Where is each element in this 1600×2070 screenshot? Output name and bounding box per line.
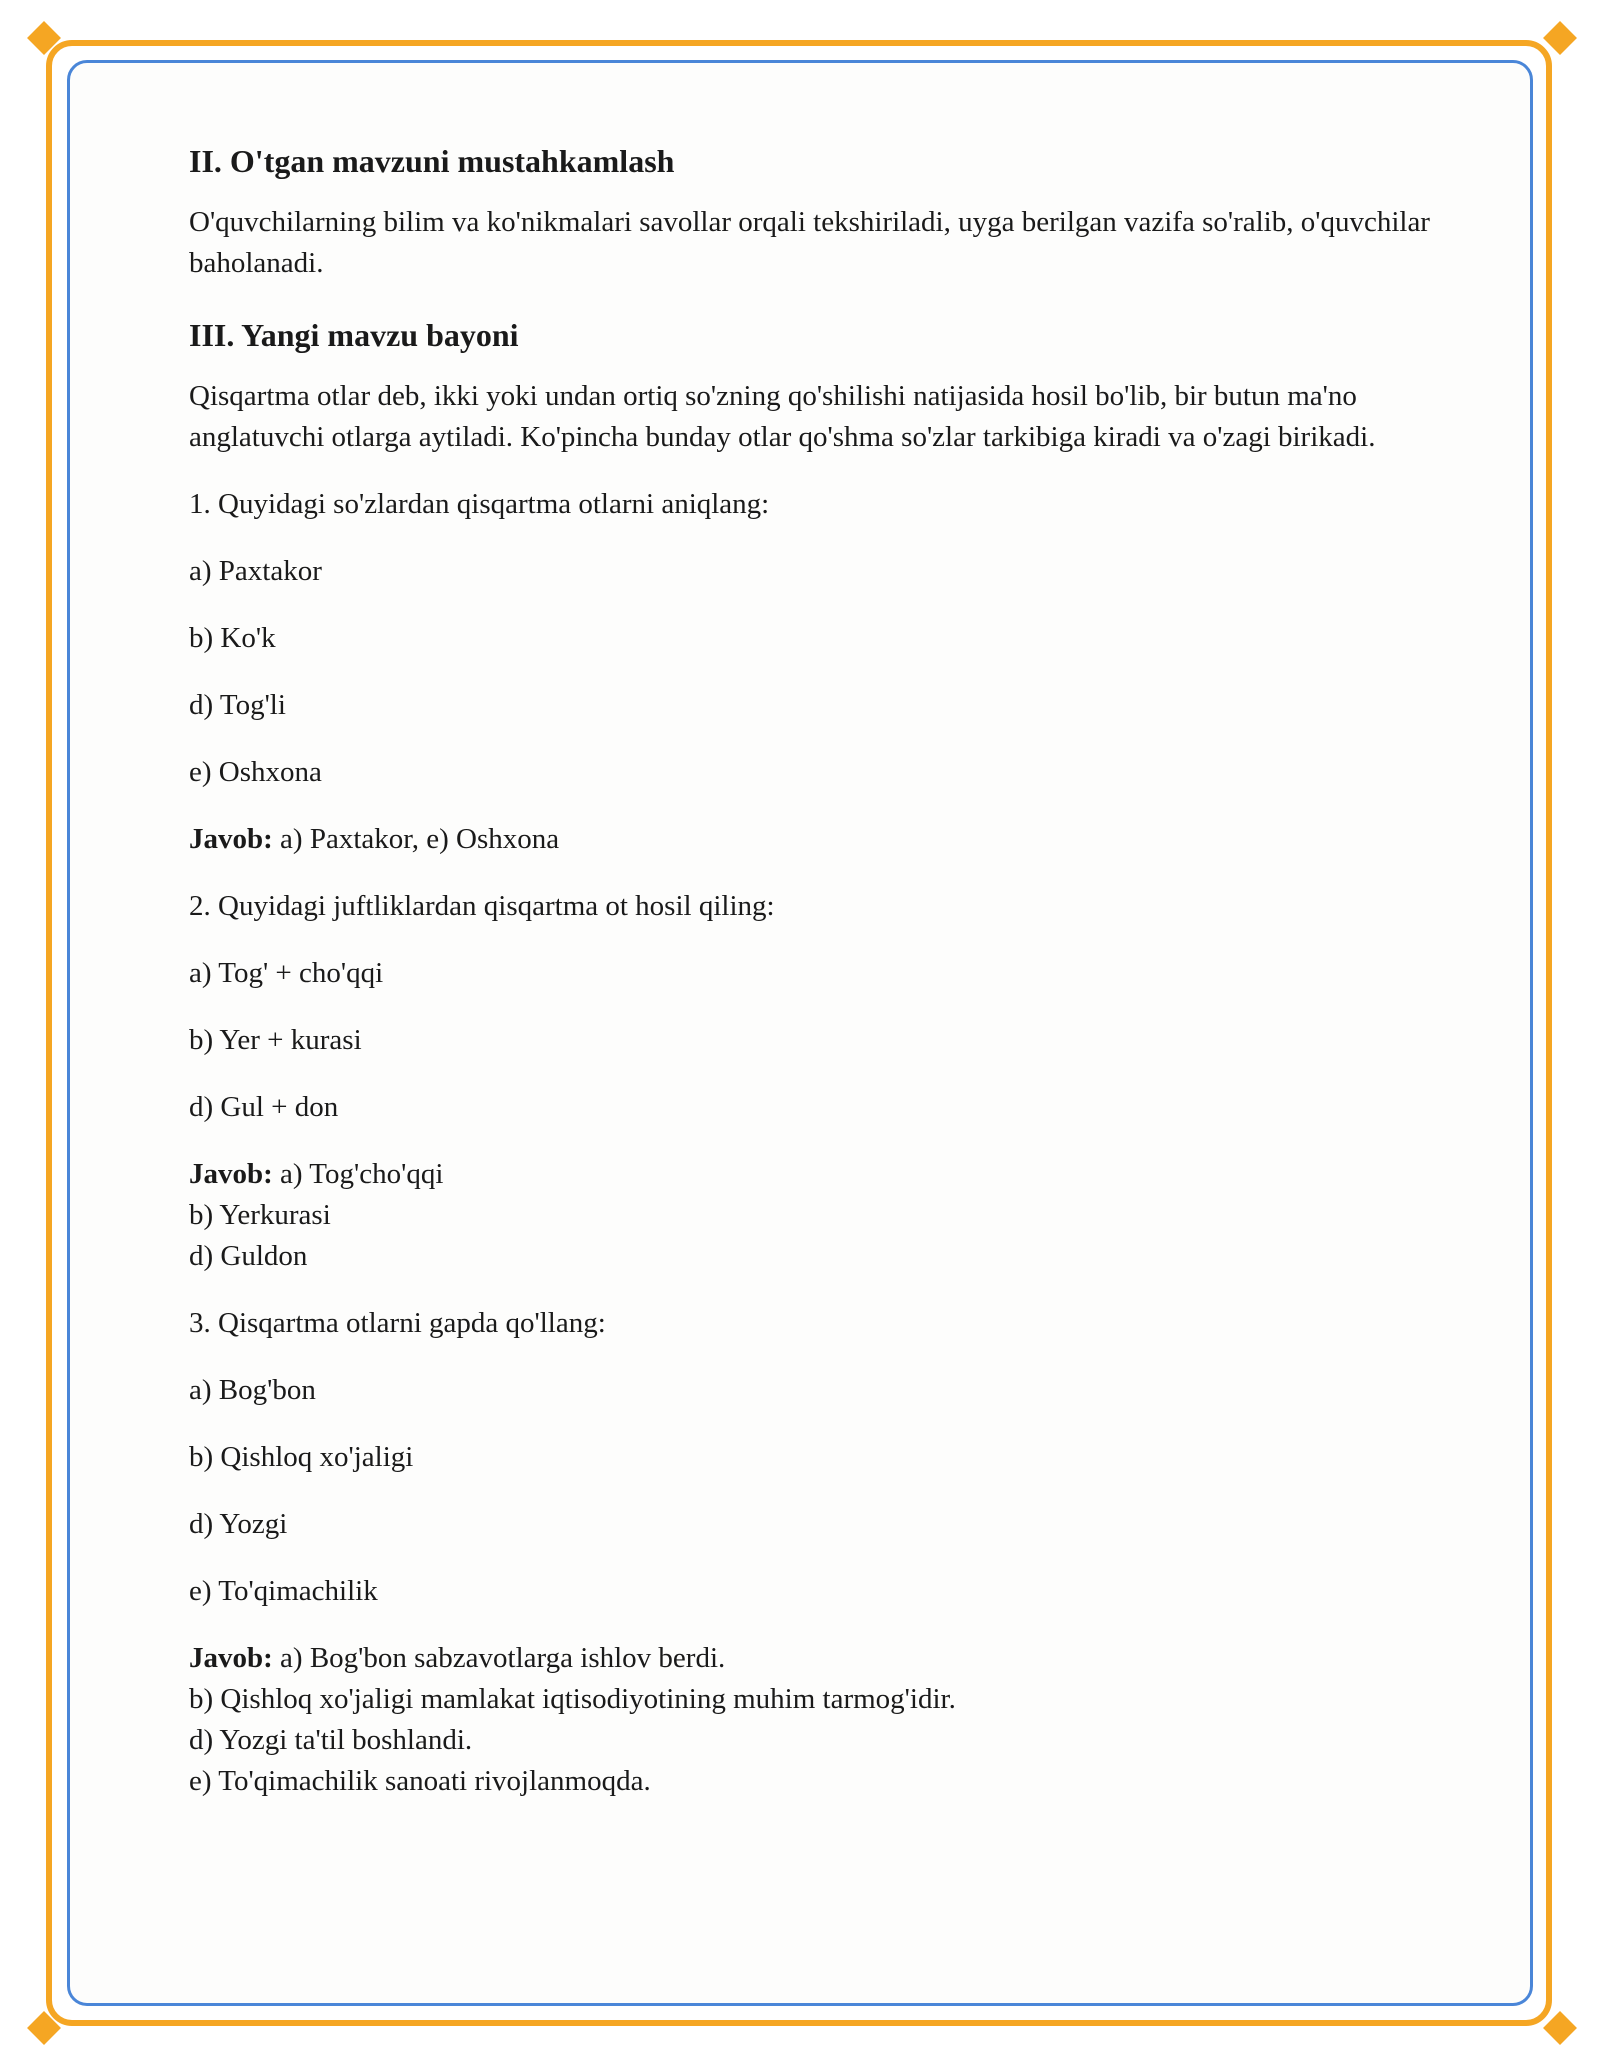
task3-option: a) Bog'bon <box>189 1374 316 1406</box>
task3-option: b) Qishloq xo'jaligi <box>189 1441 414 1473</box>
task2-option: b) Yer + kurasi <box>189 1024 362 1056</box>
task1-option: e) Oshxona <box>189 756 322 788</box>
answer-label: Javob: <box>189 1642 273 1674</box>
task3-option: e) To'qimachilik <box>189 1575 378 1607</box>
answer-label: Javob: <box>189 823 273 855</box>
task3-answer-text: a) Bog'bon sabzavotlarga ishlov berdi. <box>272 1642 726 1674</box>
task2-question: 2. Quyidagi juftliklardan qisqartma ot hosil qiling: <box>189 890 775 922</box>
task2-answer-line: b) Yerkurasi <box>189 1199 331 1231</box>
task1-option: a) Paxtakor <box>189 555 322 587</box>
corner-diamond-icon <box>1543 21 1577 55</box>
section2-text: O'quvchilarning bilim va ko'nikmalari savollar orqali tekshiriladi, uyga berilgan vazifa so'ralib, o'quvchilar baholanadi. <box>189 206 1430 279</box>
task3-option: d) Yozgi <box>189 1508 288 1540</box>
task1-answer-text: a) Paxtakor, e) Oshxona <box>272 823 560 855</box>
task1-option: d) Tog'li <box>189 689 286 721</box>
task2-option: d) Gul + don <box>189 1091 339 1123</box>
section3-intro: Qisqartma otlar deb, ikki yoki undan ortiq so'zning qo'shilishi natijasida hosil bo'lib, bir butun ma'no anglatuvchi otlarga aytiladi. Ko'pincha bunday otlar qo'shma so'zlar tarkibiga kiradi va o'zagi birikadi. <box>189 380 1376 453</box>
task2-answer-line: d) Guldon <box>189 1240 308 1272</box>
document-body <box>189 140 1449 1828</box>
task3-answer-line: e) To'qimachilik sanoati rivojlanmoqda. <box>189 1765 651 1797</box>
task1-answer <box>189 819 1449 860</box>
task3-question: 3. Qisqartma otlarni gapda qo'llang: <box>189 1307 606 1339</box>
section2-heading: II. O'tgan mavzuni mustahkamlash <box>189 143 675 179</box>
task3-answer <box>189 1638 1449 1802</box>
section3-heading: III. Yangi mavzu bayoni <box>189 317 519 353</box>
task1-option: b) Ko'k <box>189 622 276 654</box>
task2-answer-text: a) Tog'cho'qqi <box>272 1158 444 1190</box>
task3-answer-line: d) Yozgi ta'til boshlandi. <box>189 1724 473 1756</box>
task1-question: 1. Quyidagi so'zlardan qisqartma otlarni aniqlang: <box>189 488 770 520</box>
task2-answer <box>189 1154 1449 1277</box>
corner-diamond-icon <box>1543 2011 1577 2045</box>
task3-answer-line: b) Qishloq xo'jaligi mamlakat iqtisodiyotining muhim tarmog'idir. <box>189 1683 956 1715</box>
task2-option: a) Tog' + cho'qqi <box>189 957 384 989</box>
answer-label: Javob: <box>189 1158 273 1190</box>
